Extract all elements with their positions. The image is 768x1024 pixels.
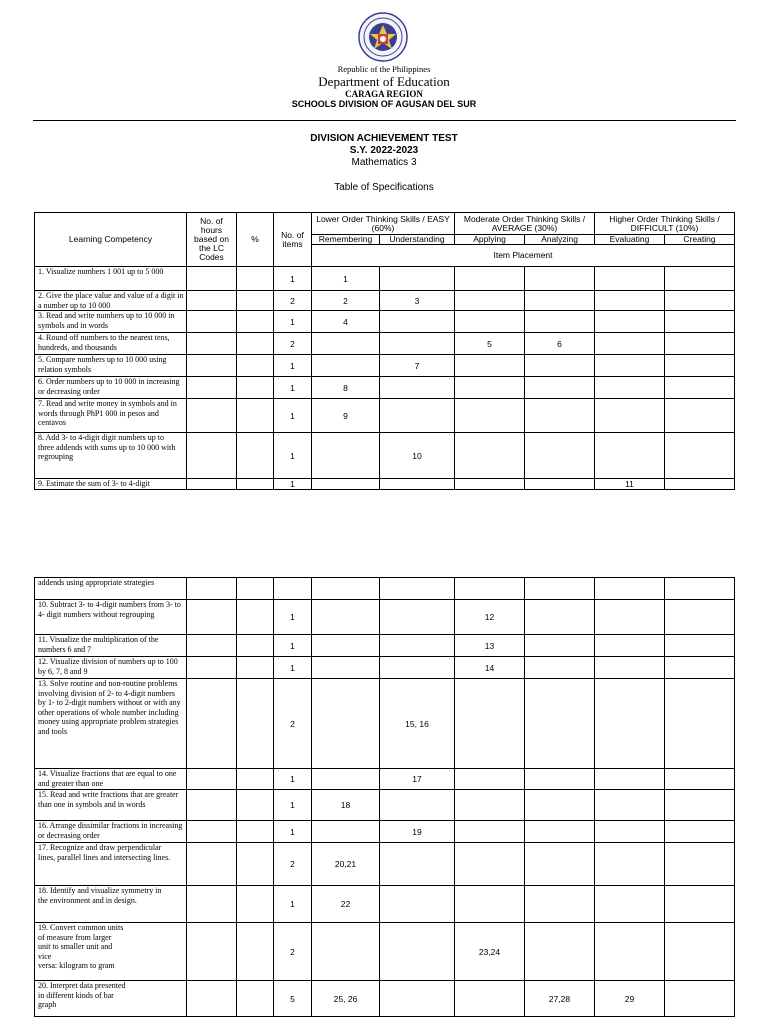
- pct-cell: [237, 923, 274, 981]
- competency-cell: addends using appropriate strategies: [35, 578, 187, 600]
- pct-cell: [237, 333, 274, 355]
- app-cell: [455, 267, 525, 291]
- und-cell: [380, 600, 455, 635]
- rem-cell: [312, 923, 380, 981]
- table-row: [35, 635, 735, 657]
- ana-cell: [525, 843, 595, 886]
- republic-line: Republic of the Philippines: [337, 64, 431, 74]
- rem-cell: [312, 578, 380, 600]
- table-row: [35, 769, 735, 790]
- hours-cell: [187, 291, 237, 311]
- cre-cell: [665, 333, 735, 355]
- table-row: [35, 311, 735, 333]
- competency-cell: 4. Round off numbers to the nearest tens, hundreds, and thousands: [35, 333, 187, 355]
- competency-cell: 17. Recognize and draw perpendicular lines, parallel lines and intersecting lines.: [35, 843, 187, 886]
- table-row: [35, 333, 735, 355]
- und-cell: [380, 479, 455, 490]
- rem-cell: [312, 635, 380, 657]
- und-cell: 7: [380, 355, 455, 377]
- items-cell: 1: [274, 433, 312, 479]
- hours-cell: [187, 679, 237, 769]
- pct-cell: [237, 377, 274, 399]
- eva-cell: [595, 769, 665, 790]
- ana-cell: [525, 657, 595, 679]
- app-cell: 12: [455, 600, 525, 635]
- competency-cell: 19. Convert common units of measure from larger unit to smaller unit and vice versa: kilogram to gram: [35, 923, 187, 981]
- cre-cell: [665, 479, 735, 490]
- items-cell: 1: [274, 311, 312, 333]
- ana-cell: [525, 635, 595, 657]
- rem-cell: 4: [312, 311, 380, 333]
- competency-cell: 15. Read and write fractions that are greater than one in symbols and in words: [35, 790, 187, 821]
- items-cell: 1: [274, 886, 312, 923]
- table-row: [35, 267, 735, 291]
- hours-cell: [187, 821, 237, 843]
- eva-cell: [595, 600, 665, 635]
- items-cell: 1: [274, 479, 312, 490]
- hours-cell: [187, 769, 237, 790]
- header-mots: Moderate Order Thinking Skills / AVERAGE (30%): [455, 213, 595, 235]
- hours-cell: [187, 311, 237, 333]
- ana-cell: 6: [525, 333, 595, 355]
- cre-cell: [665, 377, 735, 399]
- und-cell: 10: [380, 433, 455, 479]
- rem-cell: [312, 479, 380, 490]
- hours-cell: [187, 399, 237, 433]
- pct-cell: [237, 657, 274, 679]
- und-cell: [380, 311, 455, 333]
- pct-cell: [237, 311, 274, 333]
- pct-cell: [237, 479, 274, 490]
- items-cell: 1: [274, 377, 312, 399]
- cre-cell: [665, 433, 735, 479]
- app-cell: [455, 578, 525, 600]
- hours-cell: [187, 377, 237, 399]
- specifications-table-continued: [34, 577, 735, 1017]
- table-row: [35, 377, 735, 399]
- hours-cell: [187, 635, 237, 657]
- header-remembering: Remembering: [312, 235, 380, 245]
- app-cell: [455, 679, 525, 769]
- app-cell: [455, 355, 525, 377]
- ana-cell: [525, 578, 595, 600]
- deped-seal-logo: [358, 12, 408, 62]
- eva-cell: [595, 790, 665, 821]
- ana-cell: [525, 433, 595, 479]
- pct-cell: [237, 981, 274, 1017]
- table-row: [35, 886, 735, 923]
- eva-cell: [595, 843, 665, 886]
- cre-cell: [665, 821, 735, 843]
- eva-cell: 11: [595, 479, 665, 490]
- table-row: [35, 578, 735, 600]
- pct-cell: [237, 843, 274, 886]
- und-cell: [380, 843, 455, 886]
- cre-cell: [665, 578, 735, 600]
- eva-cell: [595, 679, 665, 769]
- items-cell: 1: [274, 821, 312, 843]
- subject: Mathematics 3: [351, 157, 417, 168]
- table-row: [35, 981, 735, 1017]
- und-cell: [380, 657, 455, 679]
- und-cell: [380, 377, 455, 399]
- app-cell: [455, 377, 525, 399]
- pct-cell: [237, 790, 274, 821]
- app-cell: [455, 821, 525, 843]
- header-hots: Higher Order Thinking Skills / DIFFICULT (10%): [595, 213, 735, 235]
- hours-cell: [187, 981, 237, 1017]
- hours-cell: [187, 843, 237, 886]
- items-cell: 2: [274, 291, 312, 311]
- hours-cell: [187, 433, 237, 479]
- app-cell: [455, 479, 525, 490]
- rem-cell: 9: [312, 399, 380, 433]
- pct-cell: [237, 600, 274, 635]
- eva-cell: [595, 311, 665, 333]
- rem-cell: 22: [312, 886, 380, 923]
- pct-cell: [237, 821, 274, 843]
- und-cell: 19: [380, 821, 455, 843]
- pct-cell: [237, 433, 274, 479]
- items-cell: 2: [274, 333, 312, 355]
- header-lots: Lower Order Thinking Skills / EASY (60%): [312, 213, 455, 235]
- ana-cell: [525, 679, 595, 769]
- app-cell: [455, 790, 525, 821]
- header-analyzing: Analyzing: [525, 235, 595, 245]
- hours-cell: [187, 267, 237, 291]
- competency-cell: 2. Give the place value and value of a digit in a number up to 10 000: [35, 291, 187, 311]
- app-cell: 14: [455, 657, 525, 679]
- table-row: [35, 291, 735, 311]
- und-cell: [380, 267, 455, 291]
- eva-cell: [595, 886, 665, 923]
- cre-cell: [665, 267, 735, 291]
- ana-cell: [525, 311, 595, 333]
- und-cell: 3: [380, 291, 455, 311]
- rem-cell: [312, 433, 380, 479]
- items-cell: 2: [274, 679, 312, 769]
- rem-cell: [312, 679, 380, 769]
- table-row: [35, 600, 735, 635]
- eva-cell: [595, 657, 665, 679]
- competency-cell: 14. Visualize fractions that are equal to one and greater than one: [35, 769, 187, 790]
- items-cell: 1: [274, 769, 312, 790]
- cre-cell: [665, 981, 735, 1017]
- cre-cell: [665, 923, 735, 981]
- pct-cell: [237, 578, 274, 600]
- region-name: CARAGA REGION: [345, 89, 423, 99]
- und-cell: 15, 16: [380, 679, 455, 769]
- ana-cell: [525, 377, 595, 399]
- ana-cell: [525, 886, 595, 923]
- items-cell: 1: [274, 267, 312, 291]
- competency-cell: 11. Visualize the multiplication of the numbers 6 and 7: [35, 635, 187, 657]
- rem-cell: [312, 657, 380, 679]
- rem-cell: [312, 600, 380, 635]
- und-cell: 17: [380, 769, 455, 790]
- header-understanding: Understanding: [380, 235, 455, 245]
- hours-cell: [187, 657, 237, 679]
- hours-cell: [187, 600, 237, 635]
- division-name: SCHOOLS DIVISION OF AGUSAN DEL SUR: [291, 99, 477, 109]
- document-title: DIVISION ACHIEVEMENT TEST: [310, 133, 458, 144]
- school-year: S.Y. 2022-2023: [349, 145, 419, 156]
- table-row: [35, 355, 735, 377]
- app-cell: [455, 311, 525, 333]
- competency-cell: 12. Visualize division of numbers up to 100 by 6, 7, 8 and 9: [35, 657, 187, 679]
- cre-cell: [665, 399, 735, 433]
- competency-cell: 20. Interpret data presented in different kinds of bar graph: [35, 981, 187, 1017]
- header-applying: Applying: [455, 235, 525, 245]
- header-learning-competency: Learning Competency: [35, 213, 187, 267]
- cre-cell: [665, 291, 735, 311]
- items-cell: 1: [274, 635, 312, 657]
- und-cell: [380, 981, 455, 1017]
- cre-cell: [665, 790, 735, 821]
- table-row: [35, 790, 735, 821]
- header-evaluating: Evaluating: [595, 235, 665, 245]
- hours-cell: [187, 790, 237, 821]
- app-cell: 13: [455, 635, 525, 657]
- rem-cell: 20,21: [312, 843, 380, 886]
- table-row: [35, 657, 735, 679]
- hours-cell: [187, 923, 237, 981]
- eva-cell: [595, 923, 665, 981]
- und-cell: [380, 923, 455, 981]
- cre-cell: [665, 843, 735, 886]
- eva-cell: [595, 291, 665, 311]
- eva-cell: [595, 399, 665, 433]
- competency-cell: 8. Add 3- to 4-digit digit numbers up to three addends with sums up to 10 000 with regrouping: [35, 433, 187, 479]
- table-row: [35, 433, 735, 479]
- cre-cell: [665, 600, 735, 635]
- competency-cell: 1. Visualize numbers 1 001 up to 5 000: [35, 267, 187, 291]
- items-cell: 1: [274, 790, 312, 821]
- app-cell: [455, 886, 525, 923]
- header-creating: Creating: [665, 235, 735, 245]
- rem-cell: 25, 26: [312, 981, 380, 1017]
- ana-cell: [525, 923, 595, 981]
- table-row: [35, 399, 735, 433]
- rem-cell: [312, 821, 380, 843]
- app-cell: 23,24: [455, 923, 525, 981]
- items-cell: [274, 578, 312, 600]
- eva-cell: [595, 333, 665, 355]
- ana-cell: [525, 399, 595, 433]
- app-cell: [455, 981, 525, 1017]
- items-cell: 2: [274, 843, 312, 886]
- eva-cell: [595, 635, 665, 657]
- app-cell: [455, 433, 525, 479]
- table-subtitle: Table of Specifications: [334, 182, 434, 193]
- table-row: [35, 843, 735, 886]
- hours-cell: [187, 578, 237, 600]
- ana-cell: [525, 479, 595, 490]
- und-cell: [380, 399, 455, 433]
- hours-cell: [187, 479, 237, 490]
- ana-cell: [525, 355, 595, 377]
- rem-cell: [312, 355, 380, 377]
- pct-cell: [237, 886, 274, 923]
- department-name: Department of Education: [318, 74, 450, 89]
- items-cell: 5: [274, 981, 312, 1017]
- table-row: [35, 821, 735, 843]
- table-row: [35, 923, 735, 981]
- pct-cell: [237, 267, 274, 291]
- eva-cell: [595, 433, 665, 479]
- competency-cell: 10. Subtract 3- to 4-digit numbers from 3- to 4- digit numbers without regrouping: [35, 600, 187, 635]
- app-cell: [455, 291, 525, 311]
- app-cell: [455, 843, 525, 886]
- und-cell: [380, 886, 455, 923]
- cre-cell: [665, 657, 735, 679]
- header-divider: [33, 120, 736, 121]
- und-cell: [380, 333, 455, 355]
- competency-cell: 7. Read and write money in symbols and in words through PhP1 000 in pesos and centavos: [35, 399, 187, 433]
- competency-cell: 5. Compare numbers up to 10 000 using relation symbols: [35, 355, 187, 377]
- competency-cell: 3. Read and write numbers up to 10 000 in symbols and in words: [35, 311, 187, 333]
- app-cell: [455, 769, 525, 790]
- ana-cell: [525, 267, 595, 291]
- hours-cell: [187, 333, 237, 355]
- cre-cell: [665, 769, 735, 790]
- items-cell: 2: [274, 923, 312, 981]
- eva-cell: [595, 377, 665, 399]
- ana-cell: 27,28: [525, 981, 595, 1017]
- competency-cell: 18. Identify and visualize symmetry in the environment and in design.: [35, 886, 187, 923]
- ana-cell: [525, 790, 595, 821]
- header-items: No. of items: [274, 213, 312, 267]
- items-cell: 1: [274, 355, 312, 377]
- pct-cell: [237, 769, 274, 790]
- rem-cell: 2: [312, 291, 380, 311]
- header-item-placement: Item Placement: [312, 245, 735, 267]
- cre-cell: [665, 355, 735, 377]
- eva-cell: [595, 267, 665, 291]
- items-cell: 1: [274, 600, 312, 635]
- hours-cell: [187, 886, 237, 923]
- pct-cell: [237, 399, 274, 433]
- cre-cell: [665, 679, 735, 769]
- hours-cell: [187, 355, 237, 377]
- eva-cell: [595, 821, 665, 843]
- pct-cell: [237, 635, 274, 657]
- cre-cell: [665, 886, 735, 923]
- pct-cell: [237, 355, 274, 377]
- items-cell: 1: [274, 657, 312, 679]
- rem-cell: 18: [312, 790, 380, 821]
- pct-cell: [237, 679, 274, 769]
- app-cell: [455, 399, 525, 433]
- ana-cell: [525, 600, 595, 635]
- items-cell: 1: [274, 399, 312, 433]
- rem-cell: 1: [312, 267, 380, 291]
- rem-cell: [312, 333, 380, 355]
- app-cell: 5: [455, 333, 525, 355]
- table-row: [35, 479, 735, 490]
- cre-cell: [665, 635, 735, 657]
- und-cell: [380, 635, 455, 657]
- rem-cell: 8: [312, 377, 380, 399]
- eva-cell: 29: [595, 981, 665, 1017]
- ana-cell: [525, 769, 595, 790]
- und-cell: [380, 790, 455, 821]
- header-hours: No. of hours based on the LC Codes: [187, 213, 237, 267]
- eva-cell: [595, 355, 665, 377]
- und-cell: [380, 578, 455, 600]
- ana-cell: [525, 291, 595, 311]
- table-row: [35, 679, 735, 769]
- competency-cell: 16. Arrange dissimilar fractions in increasing or decreasing order: [35, 821, 187, 843]
- rem-cell: [312, 769, 380, 790]
- competency-cell: 13. Solve routine and non-routine problems involving division of 2- to 4-digit numbers by 1- to 2-digit numbers without or with any other operations of whole number including money using appropriate problem strategies and tools: [35, 679, 187, 769]
- cre-cell: [665, 311, 735, 333]
- eva-cell: [595, 578, 665, 600]
- competency-cell: 6. Order numbers up to 10 000 in increasing or decreasing order: [35, 377, 187, 399]
- competency-cell: 9. Estimate the sum of 3- to 4-digit: [35, 479, 187, 490]
- ana-cell: [525, 821, 595, 843]
- pct-cell: [237, 291, 274, 311]
- specifications-table: [34, 212, 735, 490]
- header-percent: %: [237, 213, 274, 267]
